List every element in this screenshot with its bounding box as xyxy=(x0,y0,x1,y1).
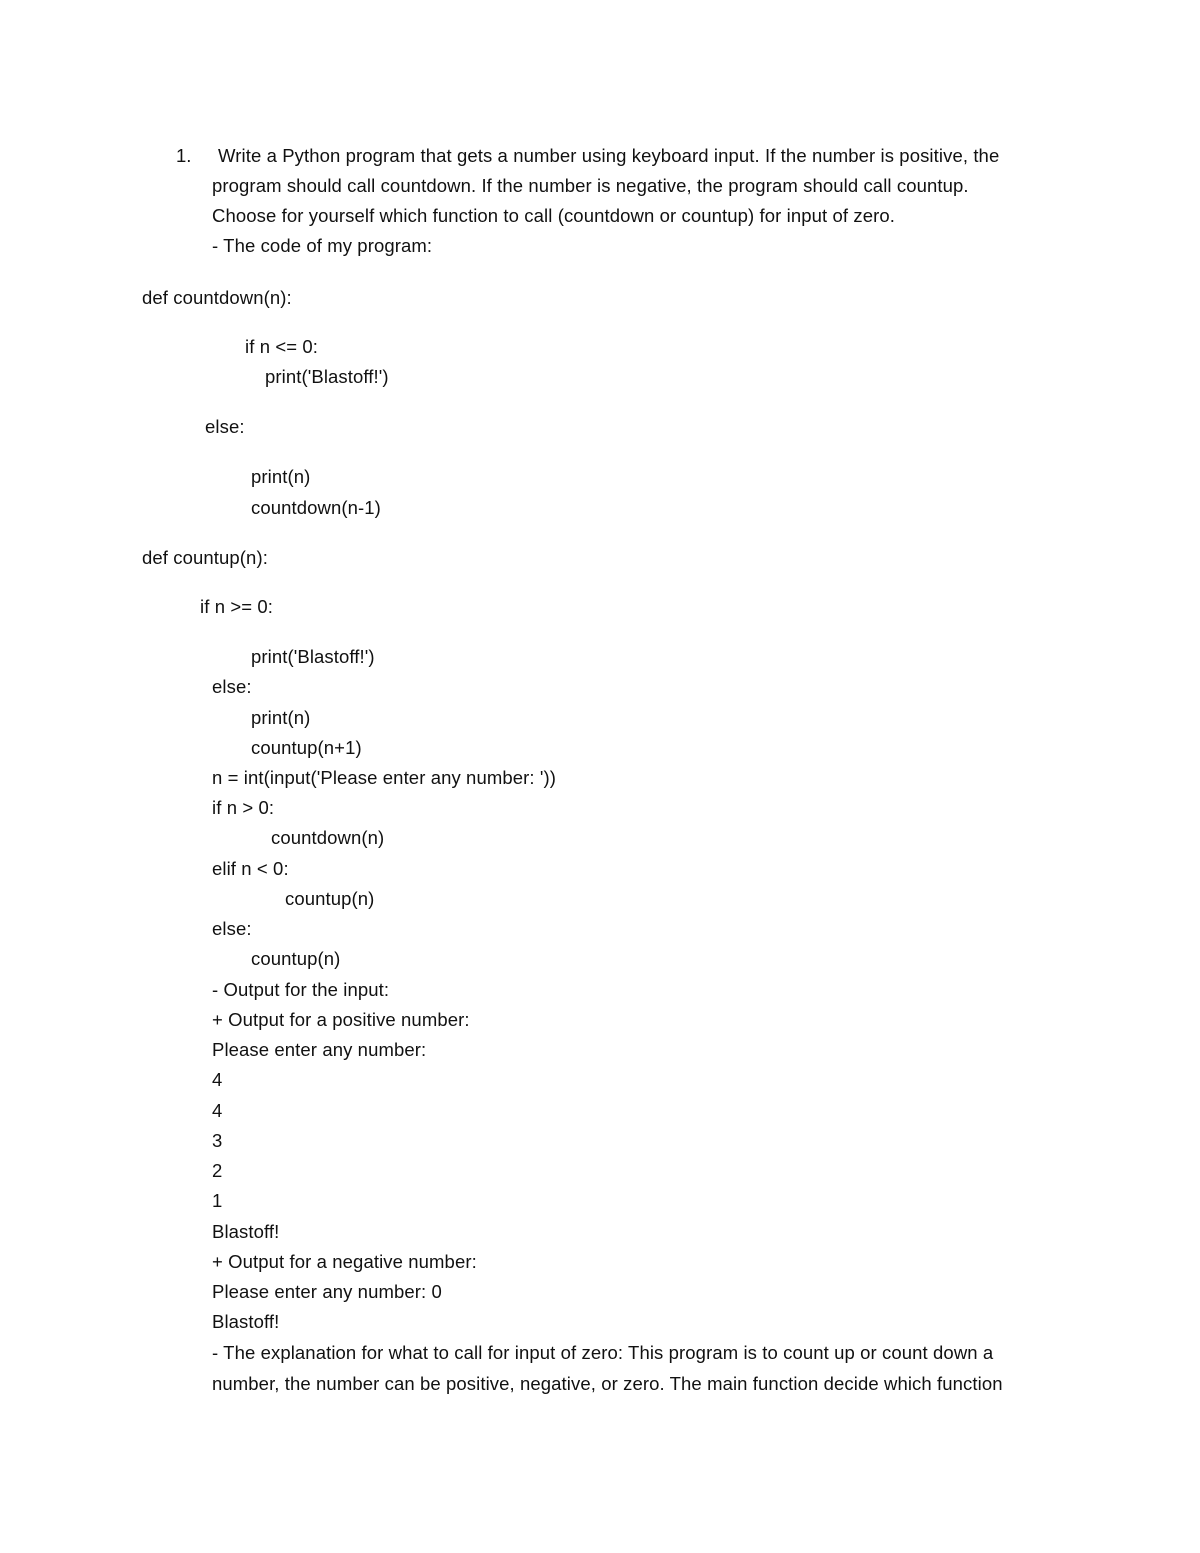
output-line: Blastoff! xyxy=(212,1311,280,1332)
output-line: 1 xyxy=(212,1190,223,1211)
code-line: else: xyxy=(212,676,252,697)
code-line: if n <= 0: xyxy=(245,336,318,357)
question-line-2: program should call countdown. If the number is negative, the program should call countup. xyxy=(212,175,969,196)
question-line-1: Write a Python program that gets a number using keyboard input. If the number is positive, the xyxy=(218,145,1000,166)
code-line: print(n) xyxy=(251,707,311,728)
output-line: 4 xyxy=(212,1100,223,1121)
code-line: countdown(n) xyxy=(271,827,385,848)
explanation-line-2: number, the number can be positive, negative, or zero. The main function decide which function xyxy=(212,1373,1003,1394)
explanation-line-1: - The explanation for what to call for input of zero: This program is to count up or count down a xyxy=(212,1342,994,1363)
code-line: def countdown(n): xyxy=(142,287,292,308)
code-line: countdown(n-1) xyxy=(251,497,381,518)
output-heading: - Output for the input: xyxy=(212,979,390,1000)
code-line: elif n < 0: xyxy=(212,858,289,879)
code-line: if n > 0: xyxy=(212,797,275,818)
code-line: def countup(n): xyxy=(142,547,268,568)
output-line: Blastoff! xyxy=(212,1221,280,1242)
code-line: print('Blastoff!') xyxy=(251,646,375,667)
output-subheading: + Output for a positive number: xyxy=(212,1009,470,1030)
output-line: 2 xyxy=(212,1160,223,1181)
code-line: if n >= 0: xyxy=(200,596,273,617)
output-line: 3 xyxy=(212,1130,223,1151)
code-line: countup(n) xyxy=(285,888,375,909)
question-line-3: Choose for yourself which function to call (countdown or countup) for input of zero. xyxy=(212,205,895,226)
code-line: else: xyxy=(205,416,245,437)
output-subheading: + Output for a negative number: xyxy=(212,1251,477,1272)
code-heading: - The code of my program: xyxy=(212,235,433,256)
output-line: 4 xyxy=(212,1069,223,1090)
output-line: Please enter any number: 0 xyxy=(212,1281,442,1302)
code-line: countup(n) xyxy=(251,948,341,969)
code-line: countup(n+1) xyxy=(251,737,362,758)
output-line: Please enter any number: xyxy=(212,1039,427,1060)
code-line: print('Blastoff!') xyxy=(265,366,389,387)
list-number: 1. xyxy=(176,145,192,166)
code-line: print(n) xyxy=(251,466,311,487)
code-line: n = int(input('Please enter any number: ')) xyxy=(212,767,557,788)
code-line: else: xyxy=(212,918,252,939)
